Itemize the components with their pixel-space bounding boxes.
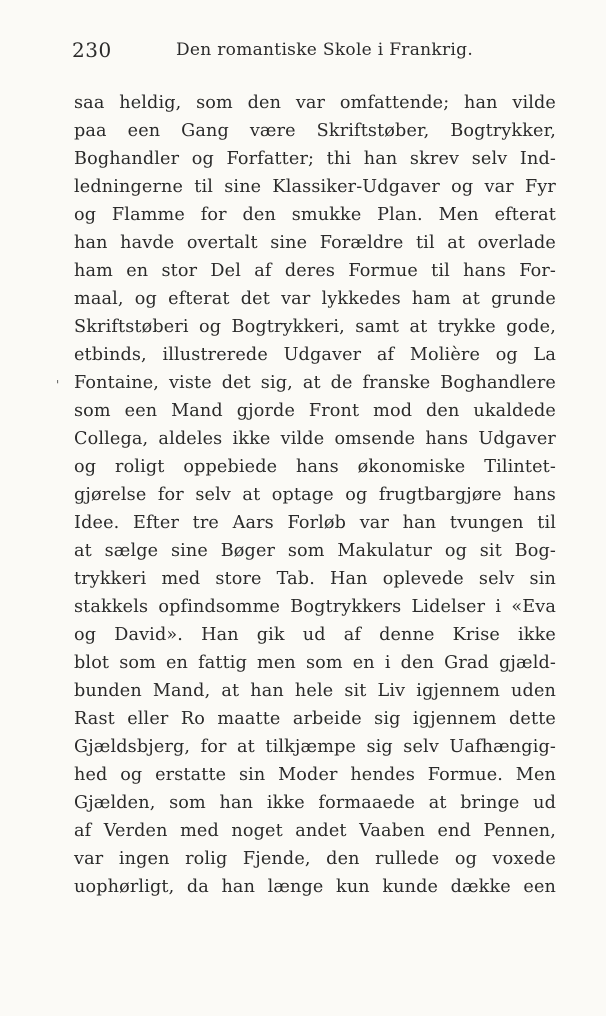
text-line: at sælge sine Bøger som Makulatur og sit Bog-	[74, 541, 556, 561]
text-line: og Flamme for den smukke Plan. Men efterat	[74, 205, 556, 225]
body-text	[74, 89, 556, 901]
text-line: Collega, aldeles ikke vilde omsende hans Udgaver	[74, 429, 556, 449]
running-head: Den romantiske Skole i Frankrig.	[176, 40, 474, 60]
text-line: af Verden med noget andet Vaaben end Pennen,	[74, 821, 556, 841]
page-header	[72, 38, 552, 66]
text-line: gjørelse for selv at optage og frugtbargjøre hans	[74, 485, 556, 505]
text-line: stakkels opfindsomme Bogtrykkers Lidelser i «Eva	[74, 597, 556, 617]
text-line: han havde overtalt sine Forældre til at overlade	[74, 233, 556, 253]
text-line: Idee. Efter tre Aars Forløb var han tvungen til	[74, 513, 556, 533]
text-line: saa heldig, som den var omfattende; han vilde	[74, 93, 556, 113]
text-line: uophørligt, da han længe kun kunde dække een	[74, 877, 556, 897]
text-line: paa een Gang være Skriftstøber, Bogtrykker,	[74, 121, 556, 141]
text-line: Boghandler og Forfatter; thi han skrev selv Ind-	[74, 149, 556, 169]
text-line: ham en stor Del af deres Formue til hans For-	[74, 261, 556, 281]
text-line: maal, og efterat det var lykkedes ham at grunde	[74, 289, 556, 309]
text-line: og roligt oppebiede hans økonomiske Tilintet-	[74, 457, 556, 477]
margin-mark: '	[56, 378, 60, 392]
text-line: bunden Mand, at han hele sit Liv igjennem uden	[74, 681, 556, 701]
text-line: Fontaine, viste det sig, at de franske Boghandlere	[74, 373, 556, 393]
text-line: Gjældsbjerg, for at tilkjæmpe sig selv Uafhængig-	[74, 737, 556, 757]
text-line: etbinds, illustrerede Udgaver af Molière og La	[74, 345, 556, 365]
page-number: 230	[72, 38, 112, 62]
text-line: blot som en fattig men som en i den Grad gjæld-	[74, 653, 556, 673]
text-line: Skriftstøberi og Bogtrykkeri, samt at trykke gode,	[74, 317, 556, 337]
text-line: ledningerne til sine Klassiker-Udgaver og var Fyr	[74, 177, 556, 197]
text-line: var ingen rolig Fjende, den rullede og voxede	[74, 849, 556, 869]
text-line: trykkeri med store Tab. Han oplevede selv sin	[74, 569, 556, 589]
text-line: Rast eller Ro maatte arbeide sig igjennem dette	[74, 709, 556, 729]
text-line: og David». Han gik ud af denne Krise ikke	[74, 625, 556, 645]
text-line: Gjælden, som han ikke formaaede at bringe ud	[74, 793, 556, 813]
text-line: som een Mand gjorde Front mod den ukaldede	[74, 401, 556, 421]
text-line: hed og erstatte sin Moder hendes Formue. Men	[74, 765, 556, 785]
